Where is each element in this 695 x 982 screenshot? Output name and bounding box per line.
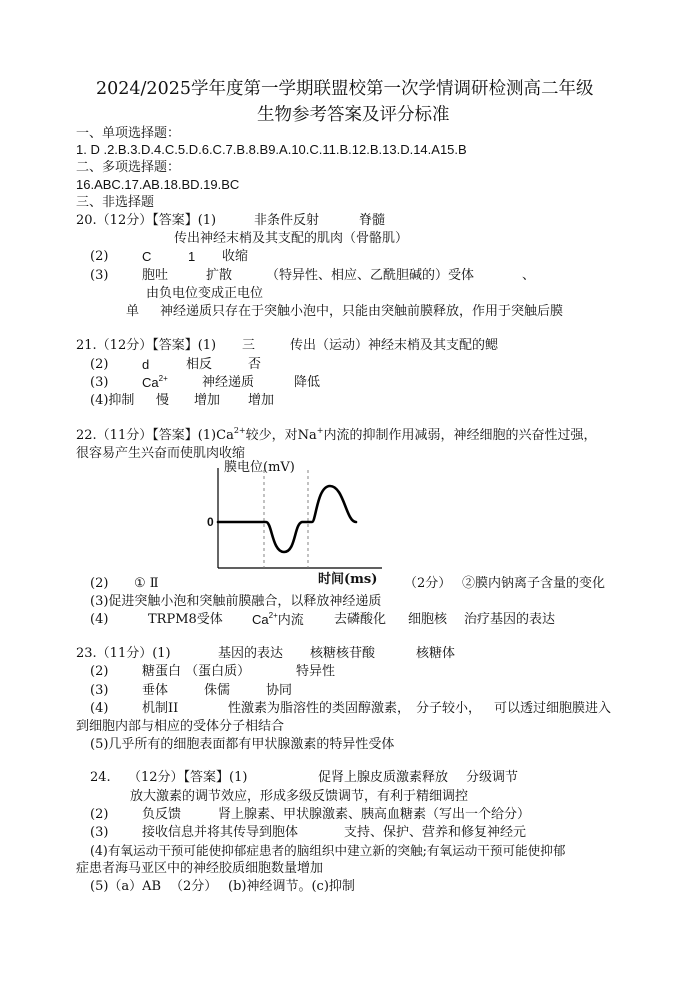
q22-part2-a: ① Ⅱ <box>134 576 159 591</box>
q23-answer3: 核糖体 <box>416 646 456 661</box>
q23-part5: (5)几乎所有的细胞表面都有甲状腺激素的特异性受体 <box>90 737 395 752</box>
q20-line1 <box>76 213 676 229</box>
q20-answer1: 非条件反射 <box>254 213 320 228</box>
q24-part2-label: (2) <box>90 807 109 822</box>
q24-line1 <box>90 770 680 786</box>
section1-answers: 1. D .2.B.3.D.4.C.5.D.6.C.7.B.8.B9.A.10.C.11.B.12.B.13.D.14.A15.B <box>76 142 467 157</box>
graph-zero-label: 0 <box>207 515 214 529</box>
q23-part3-a: 垂体 <box>142 683 169 698</box>
q24-part5-b: (b)神经调节。(c)抑制 <box>228 879 355 894</box>
q20-part3-label: (3) <box>90 268 109 283</box>
q23-part4-d: 可以透过细胞膜进入 <box>494 701 612 716</box>
q24-part5-label: (5)（a）AB <box>90 879 162 894</box>
q21-part3-b: 神经递质 <box>202 375 255 390</box>
q23-part2-label: (2) <box>90 664 109 679</box>
q23-line4 <box>90 701 680 717</box>
q21-part4-c: 增加 <box>248 393 275 408</box>
q21-part4-a: 慢 <box>156 393 170 408</box>
q23-part4-e: 到细胞内部与相应的受体分子相结合 <box>76 719 285 734</box>
q22-part2-label: (2) <box>90 576 109 591</box>
q21-part2-label: (2) <box>90 357 109 372</box>
q22-part2-c: ②膜内钠离子含量的变化 <box>462 576 606 591</box>
q24-part4: (4)有氧运动干预可能使抑郁症患者的脑组织中建立新的突触;有氧运动干预可能使抑郁 <box>90 843 566 858</box>
q21-part3-c: 降低 <box>294 375 321 390</box>
q22-part4-c: 去磷酸化 <box>334 612 387 627</box>
q22-ca-charge: 2+ <box>233 426 246 435</box>
q22-part4-b <box>252 612 304 629</box>
membrane-potential-graph <box>196 460 386 590</box>
q22-line1 <box>76 428 597 444</box>
q21-ca-base: Ca <box>142 375 159 390</box>
q20-part2-b: 1 <box>188 249 196 264</box>
q24-part3-b: 支持、保护、营养和修复神经元 <box>344 825 527 840</box>
q22-text1: 较少，对Na <box>245 428 317 443</box>
q24-num: 24. <box>90 770 111 785</box>
q23-line2 <box>90 664 670 680</box>
q23-part2-b: 特异性 <box>296 664 336 679</box>
q21-part2-c: 否 <box>248 357 262 372</box>
q23-part3-c: 协同 <box>266 683 293 698</box>
q20-part3-e: 由负电位变成正电位 <box>146 286 264 301</box>
q24-part5-a: （2分） <box>170 879 218 894</box>
q20-part3-g: 神经递质只存在于突触小泡中，只能由突触前膜释放，作用于突触后膜 <box>160 304 564 319</box>
q21-part4-b: 增加 <box>194 393 221 408</box>
q24-line4 <box>90 825 680 841</box>
q20-head: 20.（12分）【答案】(1) <box>76 213 217 228</box>
q22-part4-e: 治疗基因的表达 <box>464 612 556 627</box>
q23-answer2: 核糖核苷酸 <box>310 646 376 661</box>
q20-part3-c: （特异性、相应、乙酰胆碱的）受体 <box>266 268 475 283</box>
q20-part3-f: 单 <box>126 304 140 319</box>
q21-line1 <box>76 338 676 354</box>
q21-part3-label: (3) <box>90 375 109 390</box>
q24-answer1: 促肾上腺皮质激素释放 <box>318 770 449 785</box>
q22-part4-a: TRPM8受体 <box>148 612 223 627</box>
q21-answer1: 三 <box>242 338 256 353</box>
q24-answer2: 分级调节 <box>466 770 519 785</box>
q22-part3: (3)促进突触小泡和突触前膜融合，以释放神经递质 <box>90 594 382 609</box>
document-title-line1: 2024/2025学年度第一学期联盟校第一次学情调研检测高二年级 <box>96 79 594 99</box>
q21-part3-a <box>142 375 168 391</box>
q21-answer2: 传出（运动）神经末梢及其支配的鳃 <box>290 338 499 353</box>
q23-head: 23.（11分）(1) <box>76 646 171 661</box>
q20-line3 <box>90 249 670 265</box>
q21-part2-b: 相反 <box>186 357 213 372</box>
q20-part3-b: 扩散 <box>206 268 233 283</box>
q22-part4 <box>90 612 680 628</box>
q24-part4-b: 症患者海马亚区中的神经胶质细胞数量增加 <box>76 861 324 876</box>
q23-part4-a: 机制II <box>142 701 179 716</box>
q21-part4-label: (4)抑制 <box>90 393 135 408</box>
q22-part4-d: 细胞核 <box>408 612 448 627</box>
graph-y-label: 膜电位(mV) <box>224 460 295 475</box>
q22-part2 <box>90 576 680 592</box>
graph-curve <box>218 486 356 552</box>
q20-part2-a: C <box>142 249 152 264</box>
q20-part3-d: 、 <box>522 268 536 283</box>
q24-part2-a: 负反馈 <box>142 807 182 822</box>
section3-heading: 三、非选择题 <box>76 195 155 210</box>
q24-answer3: 放大激素的调节效应，形成多级反馈调节，有利于精细调控 <box>130 789 469 804</box>
q24-line7 <box>90 879 680 895</box>
q21-part2-a: d <box>142 357 150 372</box>
section1-heading: 一、单项选择题： <box>76 126 181 141</box>
q20-answer3: 传出神经末梢及其支配的肌肉（骨骼肌） <box>174 231 409 246</box>
q20-answer2: 脊髓 <box>359 213 386 228</box>
graph-x-label: 时间(ms) <box>318 572 378 587</box>
q23-part4-b: 性激素为脂溶性的类固醇激素， <box>228 701 411 716</box>
q22-ca-charge-2: 2+ <box>268 611 278 620</box>
q22-head: 22.（11分）【答案】(1)Ca <box>76 428 234 443</box>
q24-part3-label: (3) <box>90 825 109 840</box>
section2-answers: 16.ABC.17.AB.18.BD.19.BC <box>76 177 240 192</box>
q23-part3-label: (3) <box>90 683 109 698</box>
q21-line3 <box>90 375 670 391</box>
q24-part3-a: 接收信息并将其传导到胞体 <box>142 825 299 840</box>
q22-part4-label: (4) <box>90 612 109 627</box>
q24-head: （12分）【答案】(1) <box>128 770 248 785</box>
q21-line4 <box>90 393 670 409</box>
q23-part4-label: (4) <box>90 701 109 716</box>
q21-head: 21.（12分）【答案】(1) <box>76 338 217 353</box>
q23-line3 <box>90 683 670 699</box>
q24-part2-b: 肾上腺素、甲状腺激素、胰高血糖素（写出一个给分） <box>218 807 531 822</box>
q20-part3-a: 胞吐 <box>142 268 169 283</box>
q22-ca-base: Ca <box>252 612 269 627</box>
q22-line2: 很容易产生兴奋而使肌肉收缩 <box>76 446 246 461</box>
q23-part4-c: 分子较小， <box>416 701 482 716</box>
q23-part3-b: 侏儒 <box>204 683 231 698</box>
q22-text2: 内流的抑制作用减弱，神经细胞的兴奋性过强， <box>323 428 597 443</box>
q22-na-charge: + <box>316 426 324 435</box>
q20-line6 <box>126 304 686 320</box>
section2-heading: 二、多项选择题： <box>76 160 181 175</box>
q23-line1 <box>76 646 676 662</box>
q20-part2-c: 收缩 <box>222 249 249 264</box>
q24-line3 <box>90 807 680 823</box>
q22-part4-b-rest: 内流 <box>277 613 304 628</box>
document-title-line2: 生物参考答案及评分标准 <box>257 105 450 125</box>
q22-part2-b: （2分） <box>404 576 452 591</box>
q21-ca-charge: 2+ <box>158 374 168 383</box>
q20-line4 <box>90 268 670 284</box>
q21-line2 <box>90 357 670 373</box>
q20-part2-label: (2) <box>90 249 109 264</box>
q23-part2-a: 糖蛋白 （蛋白质） <box>142 664 251 679</box>
q23-answer1: 基因的表达 <box>218 646 284 661</box>
